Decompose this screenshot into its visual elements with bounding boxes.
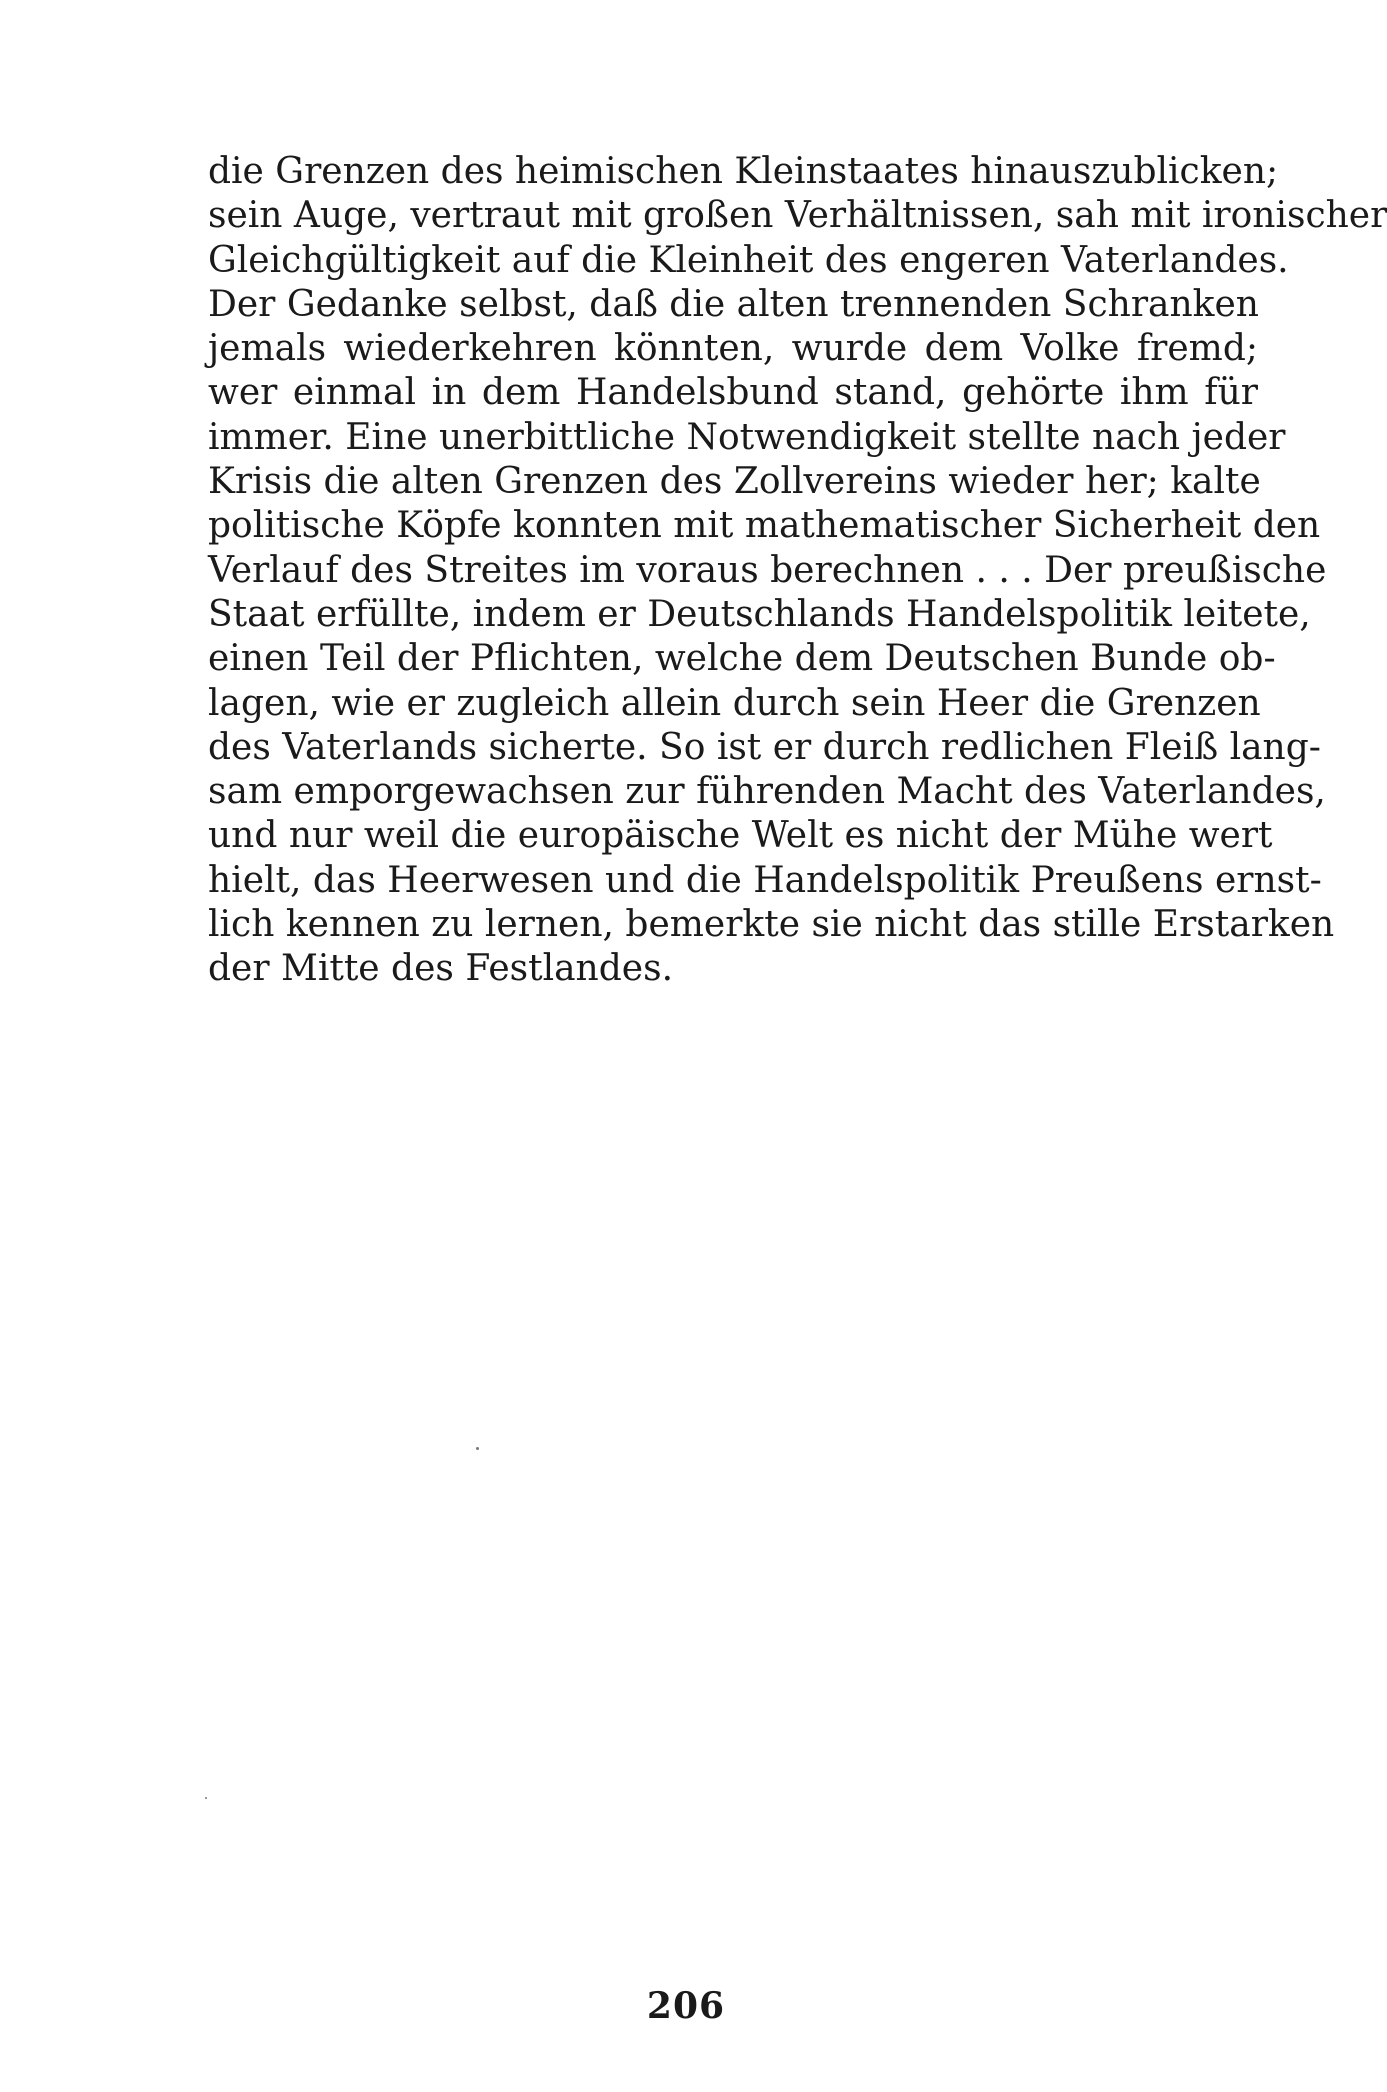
text-line-last: der Mitte des Festlandes. bbox=[208, 948, 674, 990]
text-line: Gleichgültigkeit auf die Kleinheit des engeren Vaterlandes. bbox=[208, 239, 1289, 281]
text-line: immer. Eine unerbittliche Notwendigkeit stellte nach jeder bbox=[208, 416, 1286, 458]
text-line: Verlauf des Streites im voraus berechnen . . . Der preußische bbox=[208, 549, 1327, 591]
scan-speck bbox=[476, 1447, 479, 1450]
text-line: wer einmal in dem Handelsbund stand, gehörte ihm für bbox=[208, 372, 1258, 414]
text-line: sein Auge, vertraut mit großen Verhältnissen, sah mit ironischer bbox=[208, 195, 1387, 237]
page-number: 206 bbox=[646, 1985, 726, 2027]
text-line: des Vaterlands sicherte. So ist er durch redlichen Fleiß lang- bbox=[208, 726, 1321, 768]
text-line: sam emporgewachsen zur führenden Macht des Vaterlandes, bbox=[208, 771, 1326, 813]
text-line: hielt, das Heerwesen und die Handelspolitik Preußens ernst- bbox=[208, 859, 1322, 901]
text-line: und nur weil die europäische Welt es nicht der Mühe wert bbox=[208, 815, 1273, 857]
text-line: Staat erfüllte, indem er Deutschlands Handelspolitik leitete, bbox=[208, 593, 1311, 635]
text-line: lich kennen zu lernen, bemerkte sie nicht das stille Erstarken bbox=[208, 904, 1335, 946]
text-line: politische Köpfe konnten mit mathematischer Sicherheit den bbox=[208, 505, 1321, 547]
text-line: Krisis die alten Grenzen des Zollvereins wieder her; kalte bbox=[208, 461, 1261, 503]
text-line: lagen, wie er zugleich allein durch sein Heer die Grenzen bbox=[208, 682, 1261, 724]
scan-speck bbox=[205, 1797, 207, 1799]
text-line: einen Teil der Pflichten, welche dem Deutschen Bunde ob- bbox=[208, 638, 1276, 680]
text-line: die Grenzen des heimischen Kleinstaates hinauszublicken; bbox=[208, 151, 1279, 192]
body-text bbox=[208, 150, 1387, 992]
text-line: jemals wiederkehren könnten, wurde dem Volke fremd; bbox=[208, 328, 1258, 370]
text-line: Der Gedanke selbst, daß die alten trennenden Schranken bbox=[208, 283, 1259, 325]
